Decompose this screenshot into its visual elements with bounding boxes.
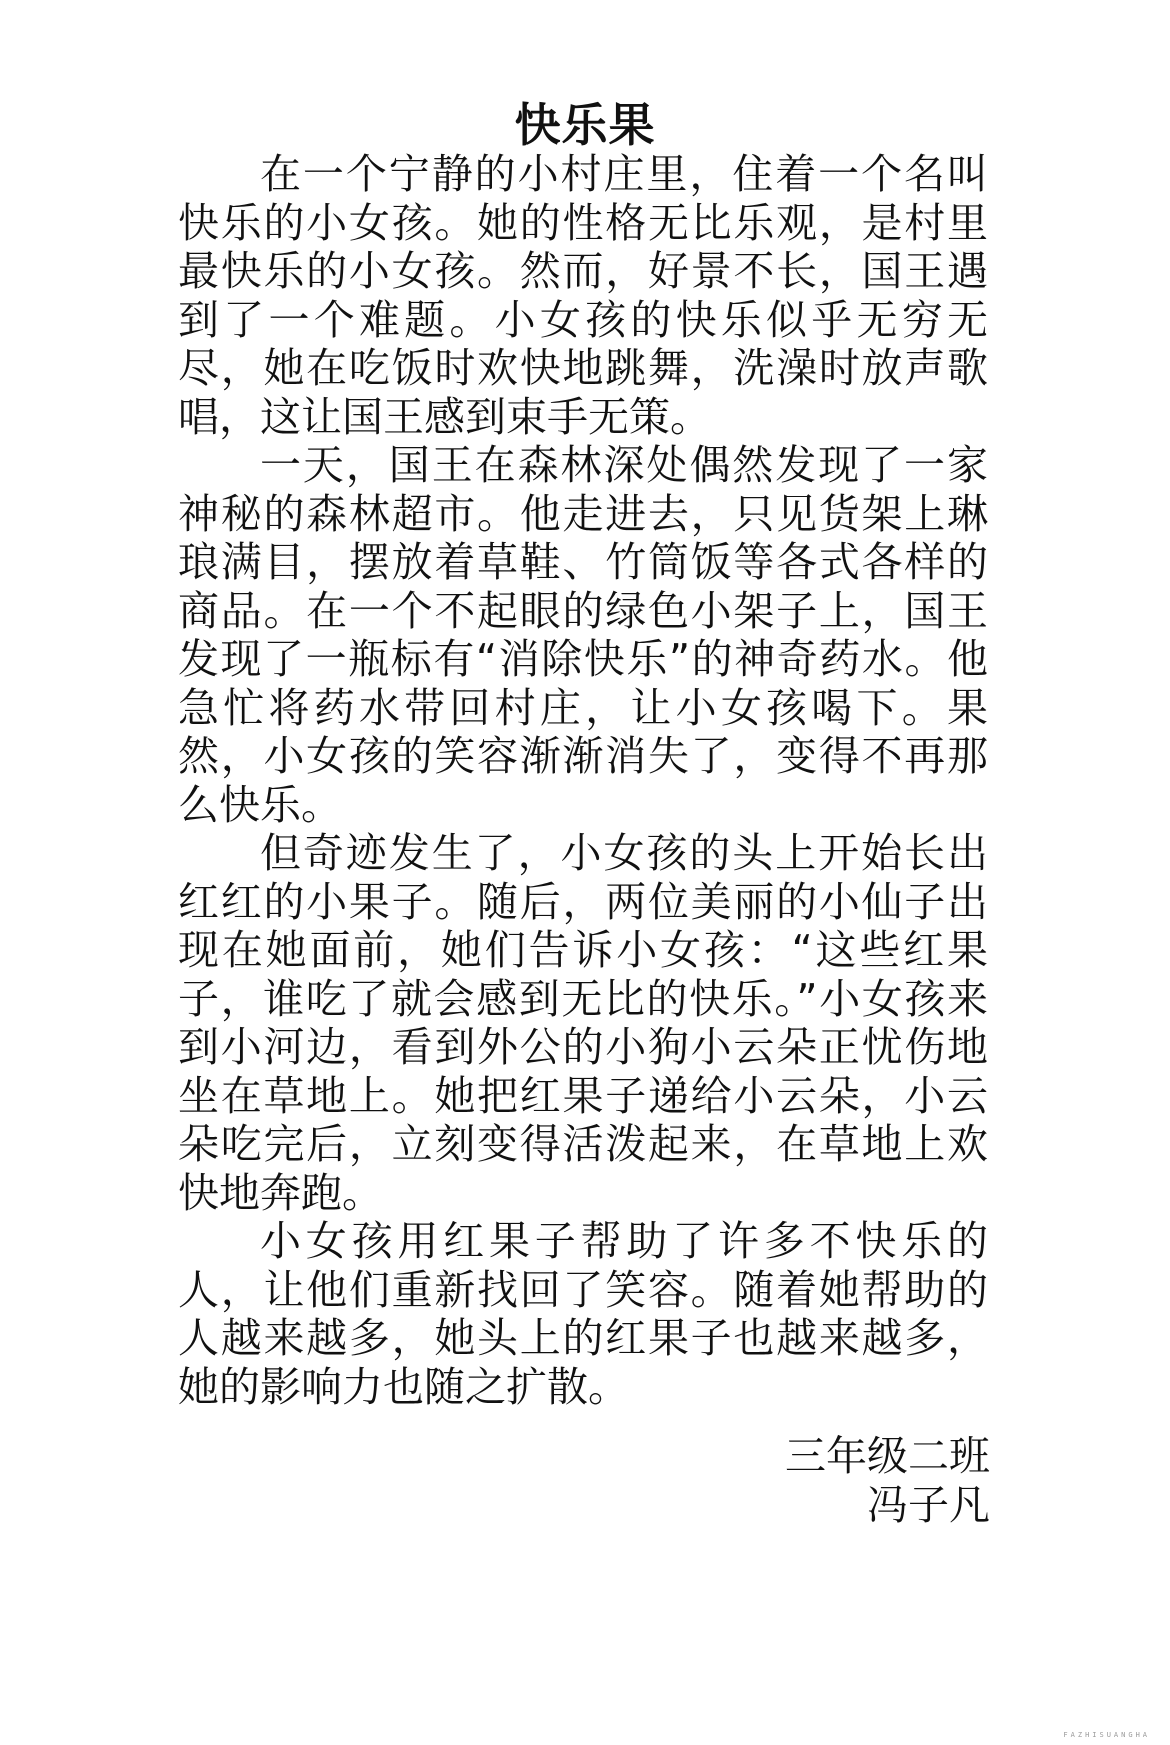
author-name: 冯子凡 bbox=[867, 1480, 990, 1529]
paragraph-4: 小女孩用红果子帮助了许多不快乐的人，让他们重新找回了笑容。随着她帮助的人越来越多，她头上的红果子也越来越多，她的影响力也随之扩散。 bbox=[178, 1217, 988, 1411]
essay-title: 快乐果 bbox=[514, 98, 656, 152]
watermark-text: FAZHISUANGHA bbox=[1063, 1731, 1150, 1739]
paragraph-3: 但奇迹发生了，小女孩的头上开始长出红红的小果子。随后，两位美丽的小仙子出现在她面前，她们告诉小女孩：“这些红果子，谁吃了就会感到无比的快乐。”小女孩来到小河边，看到外公的小狗小云朵正忧伤地坐在草地上。她把红果子递给小云朵，小云朵吃完后，立刻变得活泼起来，在草地上欢快地奔跑。 bbox=[178, 829, 988, 1217]
class-name: 三年级二班 bbox=[785, 1432, 990, 1480]
signature-block bbox=[785, 1432, 990, 1529]
essay-body bbox=[178, 150, 988, 1411]
paragraph-1: 在一个宁静的小村庄里，住着一个名叫快乐的小女孩。她的性格无比乐观，是村里最快乐的小女孩。然而，好景不长，国王遇到了一个难题。小女孩的快乐似乎无穷无尽，她在吃饭时欢快地跳舞，洗澡时放声歌唱，这让国王感到束手无策。 bbox=[178, 150, 988, 441]
paragraph-2: 一天，国王在森林深处偶然发现了一家神秘的森林超市。他走进去，只见货架上琳琅满目，摆放着草鞋、竹筒饭等各式各样的商品。在一个不起眼的绿色小架子上，国王发现了一瓶标有“消除快乐”的神奇药水。他急忙将药水带回村庄，让小女孩喝下。果然，小女孩的笑容渐渐消失了，变得不再那么快乐。 bbox=[178, 441, 988, 829]
